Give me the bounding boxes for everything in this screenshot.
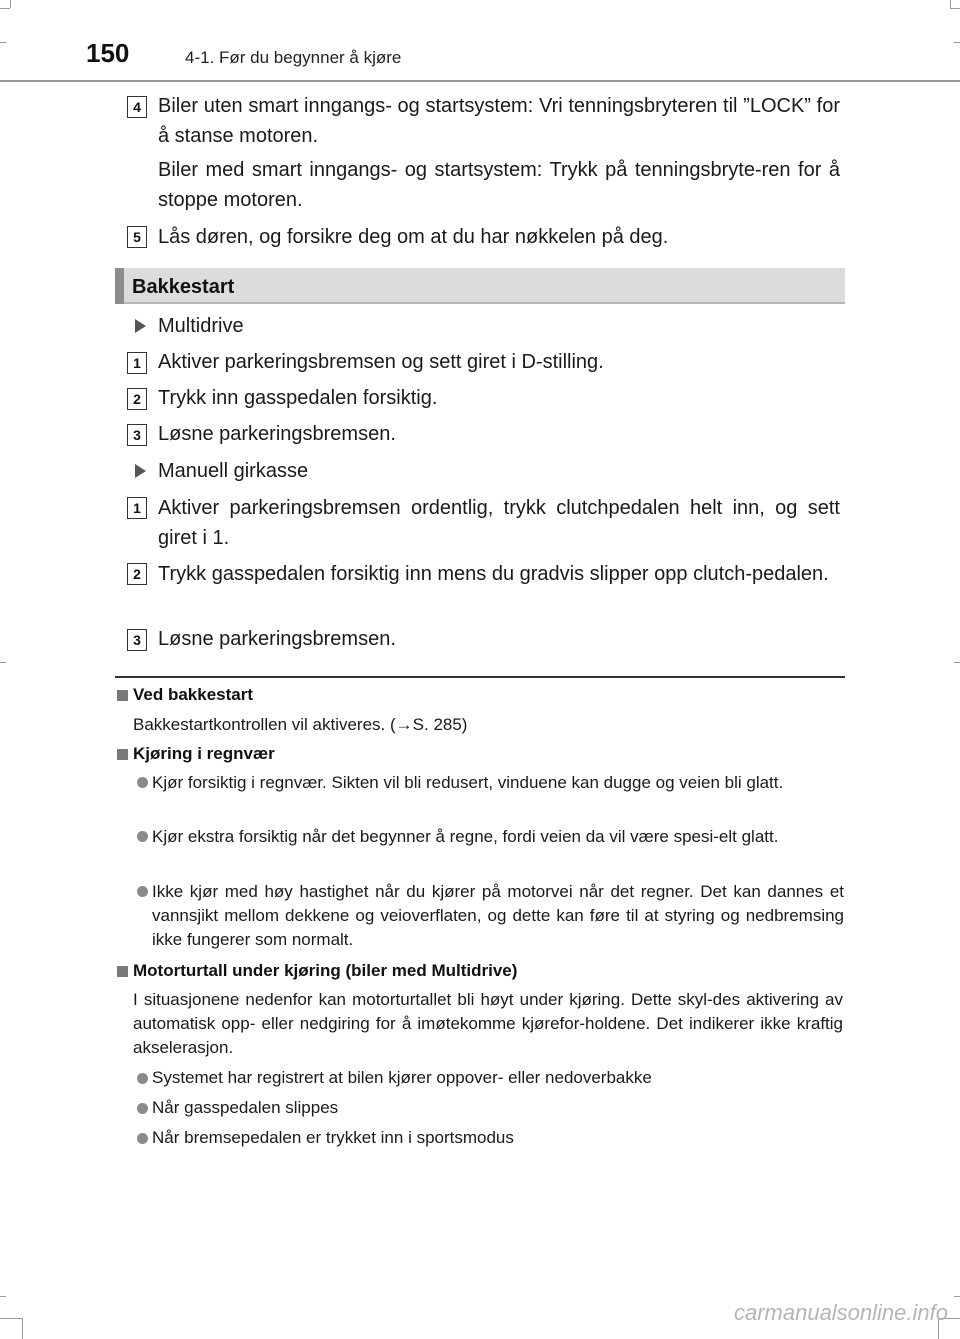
note-text: Bakkestartkontrollen vil aktiveres. (→S. 285) <box>133 715 468 734</box>
crop-mark <box>954 1296 960 1297</box>
note-text: I situasjonene nedenfor kan motorturtallet bli høyt under kjøring. Dette skyl-des aktivering av automatisk opp- eller nedgiring for å imøtekomme kjørefor-holdene. Det indikerer ikke kraftig akselerasjon. <box>133 990 843 1057</box>
crop-mark <box>0 42 6 43</box>
step-text: Lås døren, og forsikre deg om at du har nøkkelen på deg. <box>158 226 669 248</box>
bullet-text: Systemet har registrert at bilen kjører oppover- eller nedoverbakke <box>152 1068 652 1087</box>
step-number-box: 2 <box>127 563 147 585</box>
step-number-box: 5 <box>127 226 147 248</box>
bullet-text: Kjør forsiktig i regnvær. Sikten vil bli redusert, vinduene kan dugge og veien bli glatt. <box>152 773 784 792</box>
crop-mark <box>10 0 11 8</box>
section-heading: Bakkestart <box>132 276 235 298</box>
header-rule <box>0 80 960 82</box>
crop-mark <box>954 662 960 663</box>
square-bullet-icon <box>117 749 128 760</box>
bullet-text: Når gasspedalen slippes <box>152 1098 339 1117</box>
round-bullet-icon <box>137 1103 148 1114</box>
crop-mark <box>950 0 951 8</box>
step-text: Trykk inn gasspedalen forsiktig. <box>158 387 438 409</box>
round-bullet-icon <box>137 1133 148 1144</box>
square-bullet-icon <box>117 966 128 977</box>
round-bullet-icon <box>137 831 148 842</box>
bullet-text: Ikke kjør med høy hastighet når du kjører på motorvei når det regner. Det kan dannes et vannsjikt mellom dekkene og veioverflaten, og dette kan føre til at styring og nedbremsing ikke fungerer som normalt. <box>152 882 844 949</box>
step-text: Biler med smart inngangs- og startsystem: Trykk på tenningsbryte-ren for å stoppe motoren. <box>158 159 840 211</box>
subsection-label: Multidrive <box>158 315 244 337</box>
step-text: Trykk gasspedalen forsiktig inn mens du gradvis slipper opp clutch-pedalen. <box>158 563 829 585</box>
section-heading-accent <box>115 268 124 304</box>
section-divider <box>115 676 845 678</box>
crop-mark <box>950 8 960 9</box>
round-bullet-icon <box>137 886 148 897</box>
crop-mark <box>0 662 6 663</box>
crop-mark <box>0 1296 6 1297</box>
subsection-label: Manuell girkasse <box>158 460 309 482</box>
step-text: Aktiver parkeringsbremsen og sett giret i D-stilling. <box>158 351 604 373</box>
step-number-box: 1 <box>127 352 147 374</box>
step-number-box: 4 <box>127 96 147 118</box>
round-bullet-icon <box>137 777 148 788</box>
step-number-box: 3 <box>127 629 147 651</box>
bullet-text: Kjør ekstra forsiktig når det begynner å regne, fordi veien da vil være spesi-elt glatt. <box>152 827 779 846</box>
step-text: Løsne parkeringsbremsen. <box>158 628 396 650</box>
square-bullet-icon <box>117 690 128 701</box>
note-title: Kjøring i regnvær <box>133 744 275 763</box>
step-number-box: 2 <box>127 388 147 410</box>
page-number: 150 <box>86 38 130 68</box>
section-title: 4-1. Før du begynner å kjøre <box>185 48 402 67</box>
crop-mark <box>0 8 10 9</box>
watermark: carmanualsonline.info <box>733 1300 948 1325</box>
triangle-arrow-icon <box>135 464 146 478</box>
crop-mark <box>22 1318 23 1339</box>
step-number-box: 3 <box>127 424 147 446</box>
step-text: Biler uten smart inngangs- og startsystem: Vri tenningsbryteren til ”LOCK” for å stanse motoren. <box>158 95 840 147</box>
note-title: Ved bakkestart <box>133 685 254 704</box>
crop-mark <box>954 42 960 43</box>
note-title: Motorturtall under kjøring (biler med Multidrive) <box>133 961 518 980</box>
crop-mark <box>0 1318 22 1319</box>
step-number-box: 1 <box>127 497 147 519</box>
triangle-arrow-icon <box>135 319 146 333</box>
step-text: Løsne parkeringsbremsen. <box>158 423 396 445</box>
round-bullet-icon <box>137 1073 148 1084</box>
step-text: Aktiver parkeringsbremsen ordentlig, trykk clutchpedalen helt inn, og sett giret i 1. <box>158 497 840 549</box>
bullet-text: Når bremsepedalen er trykket inn i sportsmodus <box>152 1128 514 1147</box>
